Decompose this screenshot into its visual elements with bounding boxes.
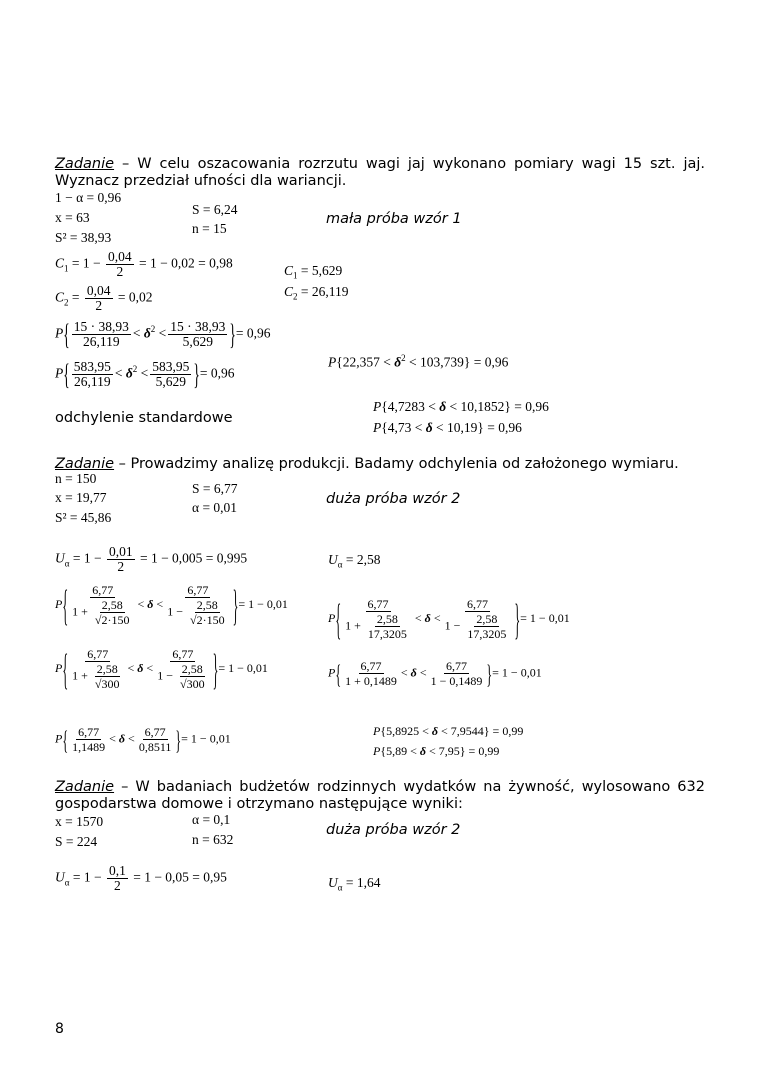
task2-interval-4: P{ $\frac{6,77}{1 + 0,1489}$ < δ < $\frac{6,77}{1 - 0,1489}$ }= 1 − 0,01 <box>328 658 542 689</box>
task2-interval-3: P{ 6,77 1 + $\frac{2,58}{√300}$ < δ < 6,77 1 − $\frac{2,58}{√300}$ }= 1 − 0,01 <box>55 643 268 695</box>
task2-final-1: P{5,8925 < δ < 7,9544} = 0,99 <box>373 724 524 738</box>
task1-s: S = 6,24 <box>192 202 238 217</box>
task2-interval-5: P{ $\frac{6,77}{1,1489}$ < δ < $\frac{6,77}{0,8511}$ }= 1 − 0,01 <box>55 724 231 755</box>
task1-stddev-label: odchylenie standardowe <box>55 410 233 426</box>
task2-heading: Zadanie <box>55 456 115 472</box>
task2-n: n = 150 <box>55 471 97 486</box>
page-number: 8 <box>55 1021 64 1037</box>
task1-stddev-1: P{4,7283 < δ < 10,1852} = 0,96 <box>373 399 549 414</box>
task1-c1-result: $C_1 = 5,629$ <box>284 263 343 281</box>
task2-final-2: P{5,89 < δ < 7,95} = 0,99 <box>373 744 500 758</box>
task2-ua-result: $U_\alpha = 2,58$ <box>328 552 381 570</box>
task2-ua: $U_\alpha = 1$ − $\frac{0,01}{2}$ = 1 − 0,005 = 0,995 <box>55 544 248 574</box>
task1-prob-result: $P\{22,357 < \delta^2 < 103,739\} = 0,96$ <box>328 353 509 370</box>
task3-s: S = 224 <box>55 834 98 849</box>
task1-paragraph <box>55 156 705 190</box>
task1-variance: S² = 38,93 <box>55 230 112 245</box>
task2-interval-2: P{ 6,77 1 + $\frac{2,58}{17,3205}$ < δ < 6,77 1 − $\frac{2,58}{17,3205}$ }= 1 − 0,01 <box>328 593 570 645</box>
task1-prob-2: P{ $\frac{583,95}{26,119}$ < $\delta^2$ < $\frac{583,95}{5,629}$ }= 0,96 <box>55 356 235 390</box>
task3-ua-result: $U_\alpha = 1,64$ <box>328 875 381 893</box>
task1-n: n = 15 <box>192 221 227 236</box>
task2-paragraph <box>55 456 705 473</box>
task2-alpha: α = 0,01 <box>192 500 238 515</box>
task3-heading: Zadanie <box>55 779 115 795</box>
task1-note: mała próba wzór 1 <box>326 211 462 227</box>
task1-text: – W celu oszacowania rozrzutu wagi jaj wykonano pomiary wagi 15 szt. jaj. Wyznacz przedział ufności dla wariancji. <box>55 156 705 189</box>
task3-text: – W badaniach budżetów rodzinnych wydatków na żywność, wylosowano 632 gospodarstwa domowe i otrzymano następujące wyniki: <box>55 779 705 812</box>
task2-mean: x = 19,77 <box>55 490 107 505</box>
task3-n: n = 632 <box>192 832 234 847</box>
task1-confidence: 1 − α = 0,96 <box>55 190 122 205</box>
task2-text: – Prowadzimy analizę produkcji. Badamy odchylenia od założonego wymiaru. <box>114 456 679 472</box>
task2-variance: S² = 45,86 <box>55 510 112 525</box>
task2-s: S = 6,77 <box>192 481 238 496</box>
task1-stddev-2: P{4,73 < δ < 10,19} = 0,96 <box>373 420 522 435</box>
task2-note: duża próba wzór 2 <box>326 491 461 507</box>
task3-alpha: α = 0,1 <box>192 812 231 827</box>
task1-prob-1: P{ $\frac{15 \cdot 38,93}{26,119}$ < $\delta^2$ < $\frac{15 \cdot 38,93}{5,629}$ }= 0,96 <box>55 316 271 350</box>
task1-c2: $C_2$ = $\frac{0,04}{2}$ = 0,02 <box>55 283 153 313</box>
task1-mean: x = 63 <box>55 210 90 225</box>
task1-c1: $C_1 = 1$ − $\frac{0,04}{2}$ = 1 − 0,02 = 0,98 <box>55 249 233 279</box>
task1-heading: Zadanie <box>55 156 115 172</box>
task3-ua: $U_\alpha = 1$ − $\frac{0,1}{2}$ = 1 − 0,05 = 0,95 <box>55 863 227 893</box>
task2-interval-1: P{ 6,77 1 + $\frac{2,58}{√2\cdot 150}$ < δ < 6,77 1 − $\frac{2,58}{√2\cdot 150}$ }= 1 − 0,01 <box>55 579 288 631</box>
task3-note: duża próba wzór 2 <box>326 822 461 838</box>
task1-c2-result: $C_2 = 26,119$ <box>284 284 349 302</box>
task3-paragraph <box>55 779 705 813</box>
task3-mean: x = 1570 <box>55 814 104 829</box>
